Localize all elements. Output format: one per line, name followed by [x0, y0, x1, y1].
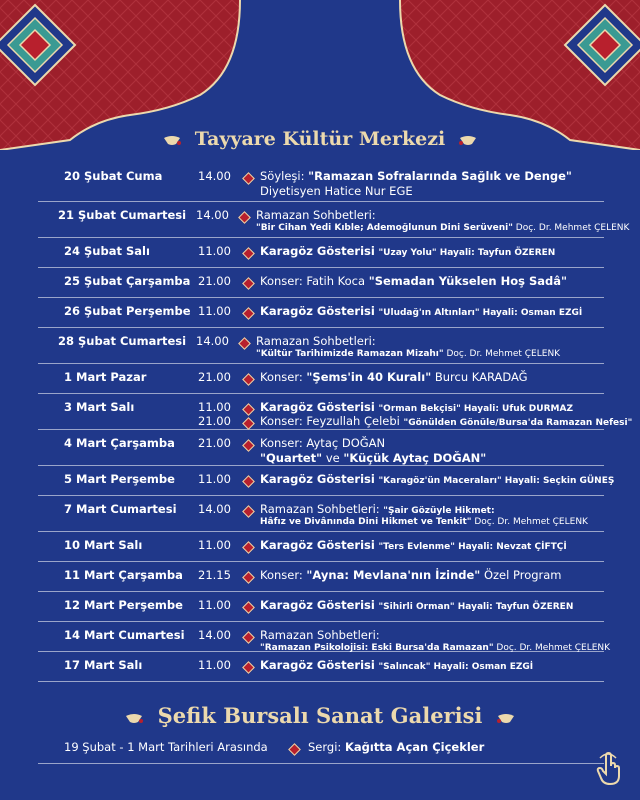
- event-row: [38, 468, 615, 496]
- diamond-bullet-icon: [242, 277, 255, 290]
- text-segment: Burcu KARADAĞ: [431, 370, 528, 384]
- diamond-bullet-icon: [242, 417, 255, 430]
- event-date: 17 Mart Salı: [64, 658, 143, 672]
- text-segment: "Küçük Aytaç DOĞAN": [343, 451, 487, 465]
- lamp-icon: [496, 712, 516, 724]
- event-description: [260, 598, 573, 612]
- text-segment: Konser: Fatih Koca: [260, 274, 369, 288]
- event-time: 14.00: [196, 208, 229, 222]
- event-time: 21.15: [198, 568, 231, 582]
- gallery-event: Sergi: Kağıtta Açan Çiçekler: [308, 740, 485, 754]
- event-row: [38, 564, 604, 592]
- event-date: 28 Şubat Cumartesi: [58, 334, 187, 348]
- text-segment: Karagöz Gösterisi: [260, 304, 375, 318]
- diamond-bullet-icon: [242, 541, 255, 554]
- event-date: 26 Şubat Perşembe: [64, 304, 191, 318]
- hand-tap-icon: [596, 752, 622, 786]
- event-time-second: 21.00: [198, 414, 231, 428]
- event-subtitle: [260, 517, 588, 527]
- event-row: [38, 270, 604, 298]
- text-segment: "Uzay Yolu" Hayali: Tayfun ÖZEREN: [378, 248, 556, 258]
- event-time: 21.00: [198, 436, 231, 450]
- event-description: [260, 304, 582, 318]
- event-description: [260, 400, 573, 414]
- event-row: [38, 498, 604, 532]
- text-segment: Doç. Dr. Mehmet ÇELENK: [443, 349, 561, 359]
- text-segment: "Orman Bekçisi" Hayali: Ufuk DURMAZ: [378, 404, 573, 414]
- venue-title-tayyare: Tayyare Kültür Merkezi: [0, 128, 640, 150]
- event-description: [260, 436, 385, 450]
- event-row: [38, 654, 604, 682]
- event-date: 14 Mart Cumartesi: [64, 628, 185, 642]
- event-date: 1 Mart Pazar: [64, 370, 147, 384]
- event-row: [38, 240, 604, 268]
- event-time: 11.00: [198, 304, 231, 318]
- diamond-bullet-icon: [242, 505, 255, 518]
- diamond-bullet-icon: [242, 661, 255, 674]
- event-date: 5 Mart Perşembe: [64, 472, 175, 486]
- diamond-bullet-icon: [242, 439, 255, 452]
- event-date: 25 Şubat Çarşamba: [64, 274, 191, 288]
- text-segment: Karagöz Gösterisi: [260, 538, 375, 552]
- event-time: 14.00: [198, 628, 231, 642]
- event-description: [260, 568, 562, 582]
- event-time: 11.00: [198, 400, 231, 414]
- text-segment: Doç. Dr. Mehmet ÇELENK: [493, 643, 611, 653]
- diamond-bullet-icon: [242, 172, 255, 185]
- event-date: 11 Mart Çarşamba: [64, 568, 183, 582]
- text-segment: Söyleşi:: [260, 169, 309, 183]
- event-description: [260, 502, 495, 516]
- gallery-row: [38, 736, 604, 764]
- text-segment: "Ramazan Psikolojisi: Eski Bursa'da Ramazan": [260, 643, 494, 653]
- text-segment: Konser: Aytaç DOĞAN: [260, 436, 386, 450]
- event-description-second: [260, 414, 632, 428]
- event-time: 11.00: [198, 598, 231, 612]
- text-segment: Hâfız ve Divânında Dini Hikmet ve Tenkit": [260, 517, 472, 527]
- text-segment: "Semadan Yükselen Hoş Sadâ": [368, 274, 568, 288]
- text-segment: Ramazan Sohbetleri:: [256, 334, 376, 348]
- text-segment: "Uludağ'ın Altınları" Hayali: Osman EZGİ: [378, 308, 583, 318]
- event-date: 10 Mart Salı: [64, 538, 143, 552]
- text-segment: "Karagöz'ün Maceraları" Hayali: Seçkin GÜNEŞ: [378, 476, 615, 486]
- event-date: 24 Şubat Salı: [64, 244, 150, 258]
- event-description: [260, 658, 533, 672]
- event-description: [256, 208, 376, 222]
- text-segment: "Ramazan Sofralarında Sağlık ve Denge": [308, 169, 572, 183]
- event-speaker: Diyetisyen Hatice Nur EGE: [260, 184, 413, 198]
- text-segment: Özel Program: [480, 568, 562, 582]
- event-description: [256, 334, 376, 348]
- event-subtitle: [260, 643, 610, 653]
- event-date: 4 Mart Çarşamba: [64, 436, 175, 450]
- lamp-icon: [458, 134, 478, 146]
- text-segment: Karagöz Gösterisi: [260, 244, 375, 258]
- event-time: 11.00: [198, 244, 231, 258]
- text-segment: "Salıncak" Hayali: Osman EZGİ: [378, 662, 534, 672]
- diamond-bullet-icon: [242, 631, 255, 644]
- text-segment: Konser:: [260, 568, 307, 582]
- text-segment: Ramazan Sohbetleri:: [260, 628, 380, 642]
- text-segment: "Gönülden Gönüle/Bursa'da Ramazan Nefesi": [403, 418, 633, 428]
- event-date: 7 Mart Cumartesi: [64, 502, 177, 516]
- gallery-date: 19 Şubat - 1 Mart Tarihleri Arasında: [64, 740, 268, 754]
- text-segment: "Quartet": [260, 451, 323, 465]
- event-time: 11.00: [198, 538, 231, 552]
- event-time: 11.00: [198, 472, 231, 486]
- text-segment: Ramazan Sohbetleri:: [260, 502, 384, 516]
- diamond-bullet-icon: [242, 475, 255, 488]
- text-segment: Ramazan Sohbetleri:: [256, 208, 376, 222]
- diamond-bullet-icon: [242, 247, 255, 260]
- event-row: [38, 165, 604, 202]
- text-segment: "Sihirli Orman" Hayali: Tayfun ÖZEREN: [378, 602, 574, 612]
- event-description-second: [260, 451, 486, 465]
- event-row: [38, 330, 604, 364]
- text-segment: Doç. Dr. Mehmet ÇELENK: [512, 223, 630, 233]
- diamond-bullet-icon: [242, 403, 255, 416]
- text-segment: ve: [322, 451, 344, 465]
- event-time: 21.00: [198, 370, 231, 384]
- diamond-bullet-icon: [238, 337, 251, 350]
- event-time: 14.00: [198, 502, 231, 516]
- text-segment: Konser:: [260, 370, 307, 384]
- diamond-bullet-icon: [238, 211, 251, 224]
- text-segment: Doç. Dr. Mehmet ÇELENK: [471, 517, 588, 527]
- text-segment: Karagöz Gösterisi: [260, 400, 375, 414]
- text-segment: Konser: Feyzullah Çelebi: [260, 414, 404, 428]
- event-row: [38, 594, 604, 622]
- event-row: [38, 204, 630, 238]
- event-row: [38, 366, 604, 394]
- event-subtitle: [256, 223, 629, 233]
- diamond-bullet-icon: [242, 373, 255, 386]
- text-segment: Karagöz Gösterisi: [260, 598, 375, 612]
- venue-title-sefik: Şefik Bursalı Sanat Galerisi: [0, 703, 640, 728]
- event-time: 11.00: [198, 658, 231, 672]
- diamond-bullet-icon: [288, 743, 301, 756]
- event-description: [260, 244, 555, 258]
- event-time: 14.00: [196, 334, 229, 348]
- event-date: 20 Şubat Cuma: [64, 169, 163, 183]
- text-segment: "Şair Gözüyle Hikmet:: [383, 506, 495, 516]
- event-subtitle: [256, 349, 560, 359]
- event-date: 21 Şubat Cumartesi: [58, 208, 187, 222]
- event-description: [260, 628, 380, 642]
- event-description: [260, 538, 567, 552]
- event-description: [260, 274, 567, 288]
- diamond-bullet-icon: [242, 571, 255, 584]
- event-row: [38, 534, 604, 562]
- text-segment: "Bir Cihan Yedi Kıble; Ademoğlunun Dini Serüveni": [256, 223, 513, 233]
- event-row: [38, 624, 611, 653]
- text-segment: "Ters Evlenme" Hayali: Nevzat ÇİFTÇİ: [378, 542, 567, 552]
- event-row: [38, 432, 604, 466]
- text-segment: "Ayna: Mevlana'nın İzinde": [306, 568, 481, 582]
- lamp-icon: [124, 712, 144, 724]
- event-description: [260, 370, 528, 384]
- lamp-icon: [162, 134, 182, 146]
- diamond-bullet-icon: [242, 601, 255, 614]
- event-row: [38, 300, 604, 328]
- text-segment: Karagöz Gösterisi: [260, 658, 375, 672]
- event-date: 3 Mart Salı: [64, 400, 135, 414]
- text-segment: "Kültür Tarihimizde Ramazan Mizahı": [256, 349, 444, 359]
- event-description: [260, 472, 614, 486]
- event-date: 12 Mart Perşembe: [64, 598, 183, 612]
- event-time: 21.00: [198, 274, 231, 288]
- diamond-bullet-icon: [242, 307, 255, 320]
- text-segment: Karagöz Gösterisi: [260, 472, 375, 486]
- event-row: [38, 396, 633, 430]
- event-description: [260, 169, 572, 183]
- event-time: 14.00: [198, 169, 231, 183]
- text-segment: "Şems'in 40 Kuralı": [306, 370, 432, 384]
